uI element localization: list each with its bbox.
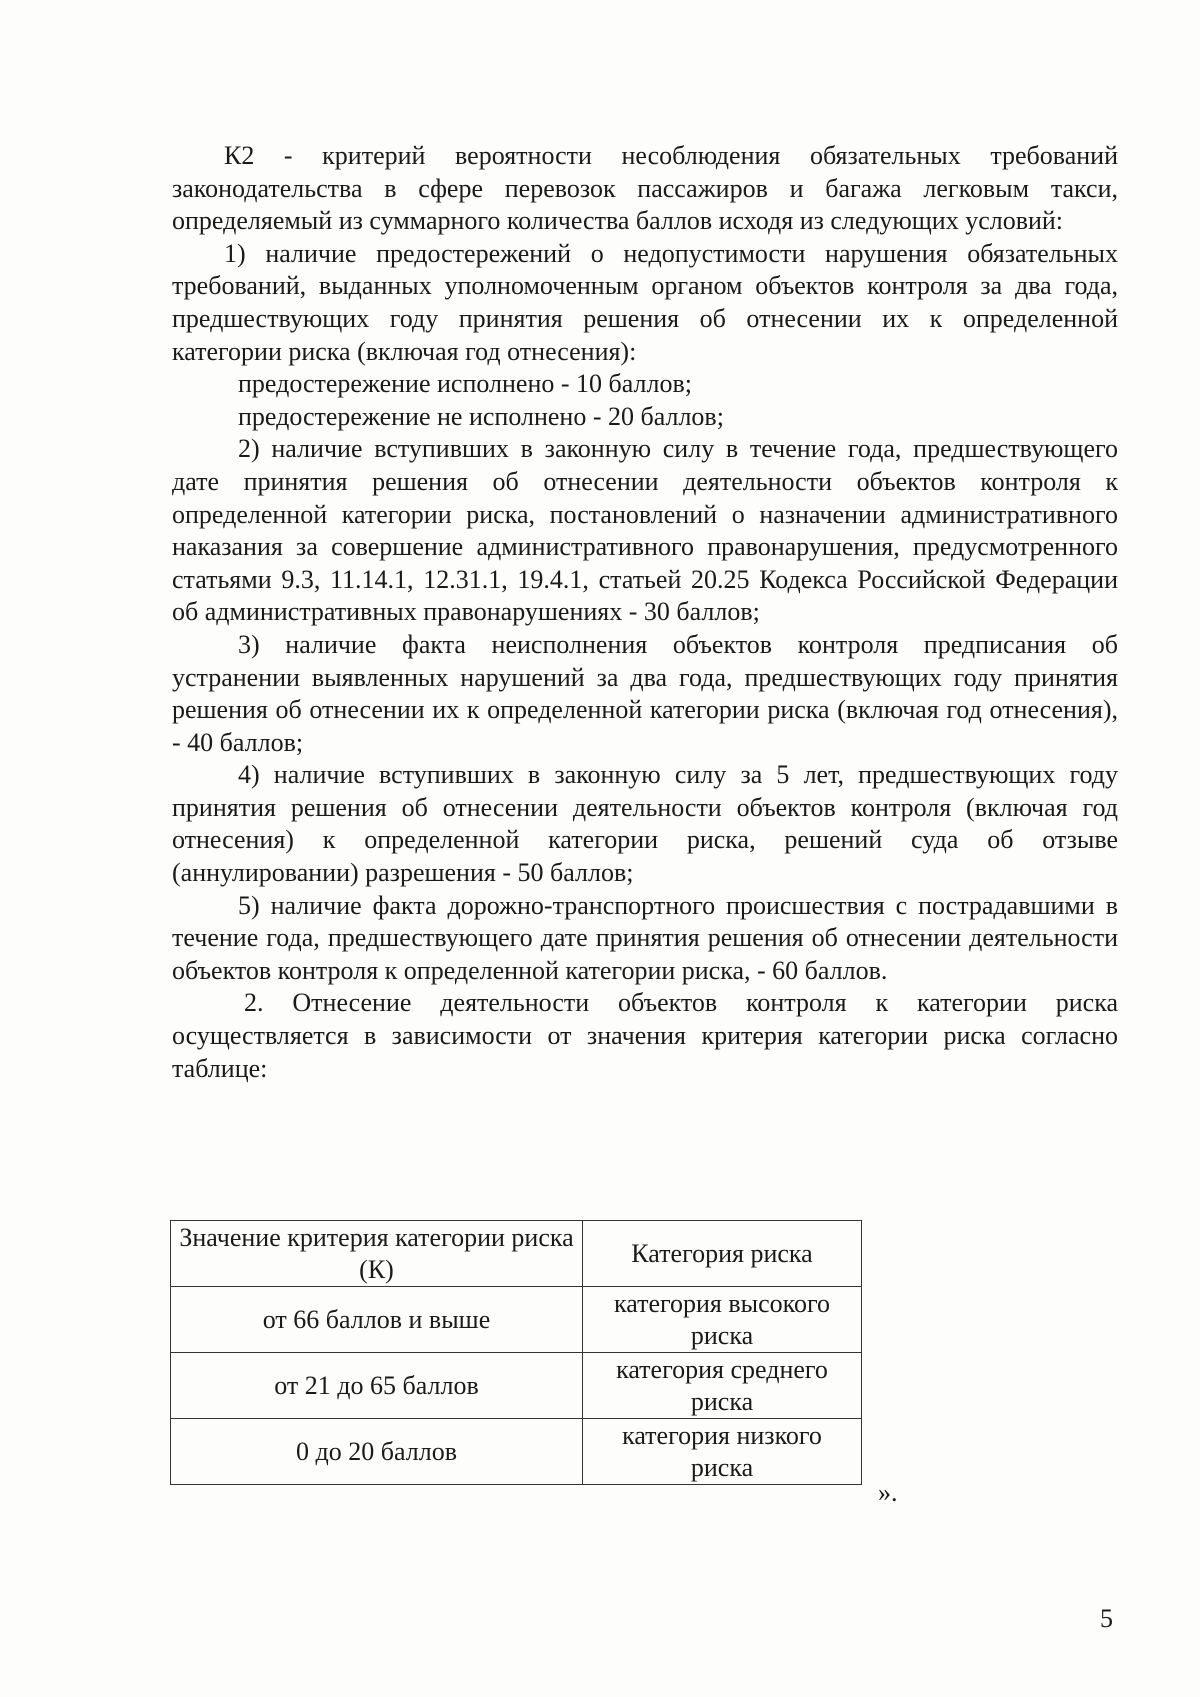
table-header-row xyxy=(171,1221,862,1287)
paragraph-section-2: 2. Отнесение деятельности объектов контроля к категории риска осуществляется в зависимости от значения критерия категории риска согласно таблице: xyxy=(172,988,1118,1083)
risk-table-container xyxy=(170,1220,862,1485)
table-cell-criterion: 0 до 20 баллов xyxy=(171,1419,583,1485)
paragraph-condition-1: 1) наличие предостережений о недопустимости нарушения обязательных требований, выданных уполномоченным органом объектов контроля за два года, предшествующих году принятия решения об отнесении их к определенной категории риска (включая год отнесения): xyxy=(172,238,1118,366)
table-header-criterion: Значение критерия категории риска (К) xyxy=(171,1221,583,1287)
closing-quote: ». xyxy=(878,1478,898,1507)
table-cell-criterion: от 66 баллов и выше xyxy=(171,1287,583,1353)
paragraph-condition-4: 4) наличие вступивших в законную силу за 5 лет, предшествующих году принятия решения об отнесении деятельности объектов контроля (включая год отнесения) к определенной категории риска, решений суда об отзыве (аннулировании) разрешения - 50 баллов; xyxy=(172,760,1118,888)
table-row xyxy=(171,1419,862,1485)
table-cell-category: категория высокого риска xyxy=(583,1287,862,1353)
table-row xyxy=(171,1287,862,1353)
table-cell-criterion: от 21 до 65 баллов xyxy=(171,1353,583,1419)
document-body xyxy=(172,140,1118,1085)
table-row xyxy=(171,1353,862,1419)
paragraph-condition-5: 5) наличие факта дорожно-транспортного происшествия с пострадавшими в течение года, предшествующего дате принятия решения об отнесении деятельности объектов контроля к определенной категории риска, - 60 баллов. xyxy=(172,890,1118,985)
table-header-category: Категория риска xyxy=(583,1221,862,1287)
page-number: 5 xyxy=(1100,1604,1113,1633)
paragraph-warning-fulfilled: предостережение исполнено - 10 баллов; xyxy=(238,369,692,399)
paragraph-k2-criterion: К2 - критерий вероятности несоблюдения обязательных требований законодательства в сфере перевозок пассажиров и багажа легковым такси, определяемый из суммарного количества баллов исходя из следующих условий: xyxy=(172,141,1118,236)
paragraph-condition-2: 2) наличие вступивших в законную силу в течение года, предшествующего дате принятия решения об отнесении деятельности объектов контроля к определенной категории риска, постановлений о назначении административного наказания за совершение административного правонарушения, предусмотренного статьями 9.3, 11.14.1, 12.31.1, 19.4.1, статьей 20.25 Кодекса Российской Федерации об административных правонарушениях - 30 баллов; xyxy=(172,434,1118,627)
paragraph-condition-3: 3) наличие факта неисполнения объектов контроля предписания об устранении выявленных нарушений за два года, предшествующих году принятия решения об отнесении их к определенной категории риска (включая год отнесения), - 40 баллов; xyxy=(172,629,1118,757)
risk-category-table xyxy=(170,1220,862,1485)
paragraph-warning-not-fulfilled: предостережение не исполнено - 20 баллов; xyxy=(238,401,724,431)
table-cell-category: категория низкого риска xyxy=(583,1419,862,1485)
table-cell-category: категория среднего риска xyxy=(583,1353,862,1419)
